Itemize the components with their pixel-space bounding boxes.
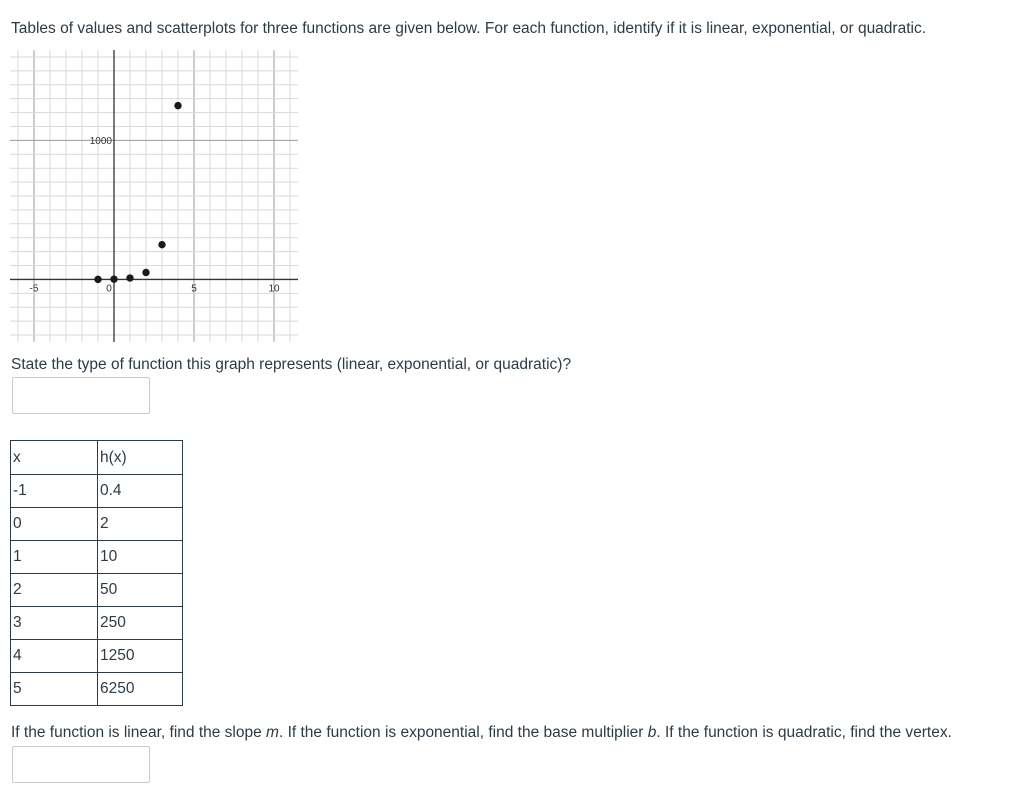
- cell-hx: 6250: [98, 673, 183, 706]
- chart-grid: [10, 50, 298, 342]
- y-tick-label: 1000: [89, 135, 112, 147]
- x-tick-label: 10: [268, 283, 280, 295]
- scatterplot: [10, 50, 298, 342]
- x-tick-label: 5: [191, 283, 197, 295]
- data-point: [142, 269, 149, 276]
- question2-text-part3: . If the function is quadratic, find the vertex.: [656, 724, 952, 741]
- cell-hx: 250: [98, 607, 183, 640]
- cell-hx: 2: [98, 508, 183, 541]
- table-row: [11, 508, 183, 541]
- header-x: x: [11, 441, 98, 475]
- header-hx: h(x): [98, 441, 183, 475]
- values-table-body: [11, 441, 183, 706]
- cell-x: 4: [11, 640, 98, 673]
- cell-hx: 0.4: [98, 475, 183, 508]
- cell-hx: 50: [98, 574, 183, 607]
- question2-var-b: b: [647, 724, 657, 741]
- x-tick-label: -5: [29, 283, 39, 295]
- cell-x: 3: [11, 607, 98, 640]
- table-header-row: [11, 441, 183, 475]
- slope-base-vertex-answer-input[interactable]: [12, 746, 150, 783]
- cell-x: 1: [11, 541, 98, 574]
- table-row: [11, 607, 183, 640]
- cell-hx: 1250: [98, 640, 183, 673]
- cell-x: 0: [11, 508, 98, 541]
- x-tick-label: 0: [106, 283, 112, 295]
- question2-text-part2: . If the function is exponential, find the base multiplier: [278, 724, 648, 741]
- data-point: [126, 274, 133, 281]
- data-point: [158, 241, 165, 248]
- table-row: [11, 640, 183, 673]
- data-point: [174, 102, 181, 109]
- cell-x: -1: [11, 475, 98, 508]
- table-row: [11, 574, 183, 607]
- cell-x: 2: [11, 574, 98, 607]
- question-function-type: State the type of function this graph represents (linear, exponential, or quadratic)?: [11, 356, 572, 373]
- table-row: [11, 475, 183, 508]
- function-type-answer-input[interactable]: [12, 377, 150, 414]
- instructions-text: Tables of values and scatterplots for three functions are given below. For each function, identify if it is linear, exponential, or quadratic.: [11, 20, 927, 37]
- values-table: [10, 440, 183, 706]
- question2-var-m: m: [266, 724, 279, 741]
- table-row: [11, 673, 183, 706]
- question-slope-base-vertex: [11, 723, 952, 743]
- scatterplot-svg: [10, 50, 298, 342]
- data-point: [94, 276, 101, 283]
- cell-x: 5: [11, 673, 98, 706]
- chart-points: [94, 102, 181, 283]
- question2-text-part1: If the function is linear, find the slope: [11, 724, 267, 741]
- table-row: [11, 541, 183, 574]
- data-point: [110, 275, 117, 282]
- cell-hx: 10: [98, 541, 183, 574]
